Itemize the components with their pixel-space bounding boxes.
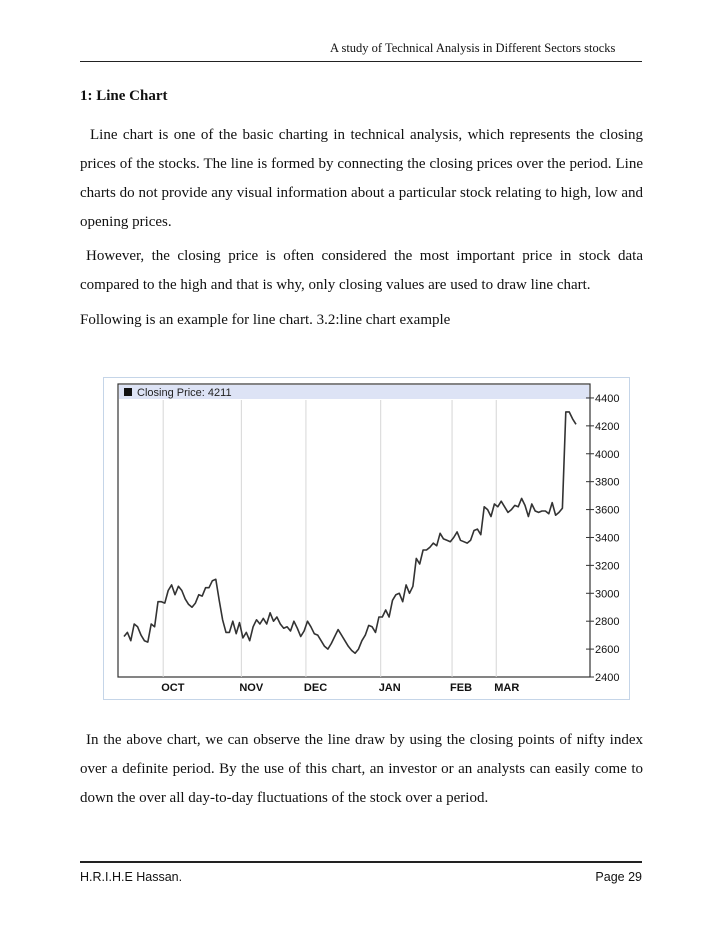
y-tick-label: 2800 bbox=[595, 616, 620, 629]
footer-author: H.R.I.H.E Hassan. bbox=[80, 870, 183, 884]
x-tick-label: FEB bbox=[450, 682, 473, 694]
y-tick-label: 3400 bbox=[595, 532, 620, 545]
line-chart-figure bbox=[103, 377, 630, 700]
paragraph-3: Following is an example for line chart. 3.2:line chart example bbox=[80, 312, 451, 328]
x-tick-label: DEC bbox=[303, 682, 328, 694]
x-tick-label: OCT bbox=[161, 682, 185, 694]
y-tick-label: 2600 bbox=[595, 644, 620, 657]
y-tick-label: 3200 bbox=[595, 560, 620, 573]
header-rule bbox=[80, 61, 642, 62]
paragraph-1: Line chart is one of the basic charting in technical analysis, which represents the closing prices of the stocks. The line is formed by connecting the closing prices over the period. Line charts do not provide any visual information about a particular stock relating to high, low and opening prices. bbox=[80, 127, 643, 230]
paragraph-2: However, the closing price is often considered the most important price in stock data compared to the high and that is why, only closing values are used to draw line chart. bbox=[80, 248, 643, 293]
y-tick-label: 3800 bbox=[595, 476, 620, 489]
y-tick-label: 2400 bbox=[595, 672, 620, 684]
section-title: 1: Line Chart bbox=[80, 88, 168, 104]
legend-label: Closing Price: 4211 bbox=[137, 387, 232, 399]
paragraph-4: In the above chart, we can observe the line draw by using the closing points of nifty index over a definite period. By the use of this chart, an investor or an analysts can easily come to down the over all day-to-day fluctuations of the stock over a period. bbox=[80, 732, 643, 806]
y-tick-label: 4200 bbox=[595, 420, 620, 433]
x-tick-label: MAR bbox=[494, 682, 520, 694]
y-axis bbox=[586, 393, 619, 684]
line-chart bbox=[104, 378, 629, 699]
page-number: Page 29 bbox=[595, 870, 642, 884]
x-tick-label: NOV bbox=[239, 682, 264, 694]
y-tick-label: 3000 bbox=[595, 588, 620, 601]
y-tick-label: 4000 bbox=[595, 448, 620, 461]
y-tick-label: 3600 bbox=[595, 504, 620, 517]
y-tick-label: 4400 bbox=[595, 392, 620, 405]
legend-swatch bbox=[124, 388, 132, 396]
footer-rule bbox=[80, 861, 642, 863]
running-header: A study of Technical Analysis in Different Sectors stocks bbox=[330, 41, 616, 55]
plot-area bbox=[118, 384, 590, 677]
x-tick-label: JAN bbox=[378, 682, 401, 694]
x-axis bbox=[161, 682, 519, 694]
